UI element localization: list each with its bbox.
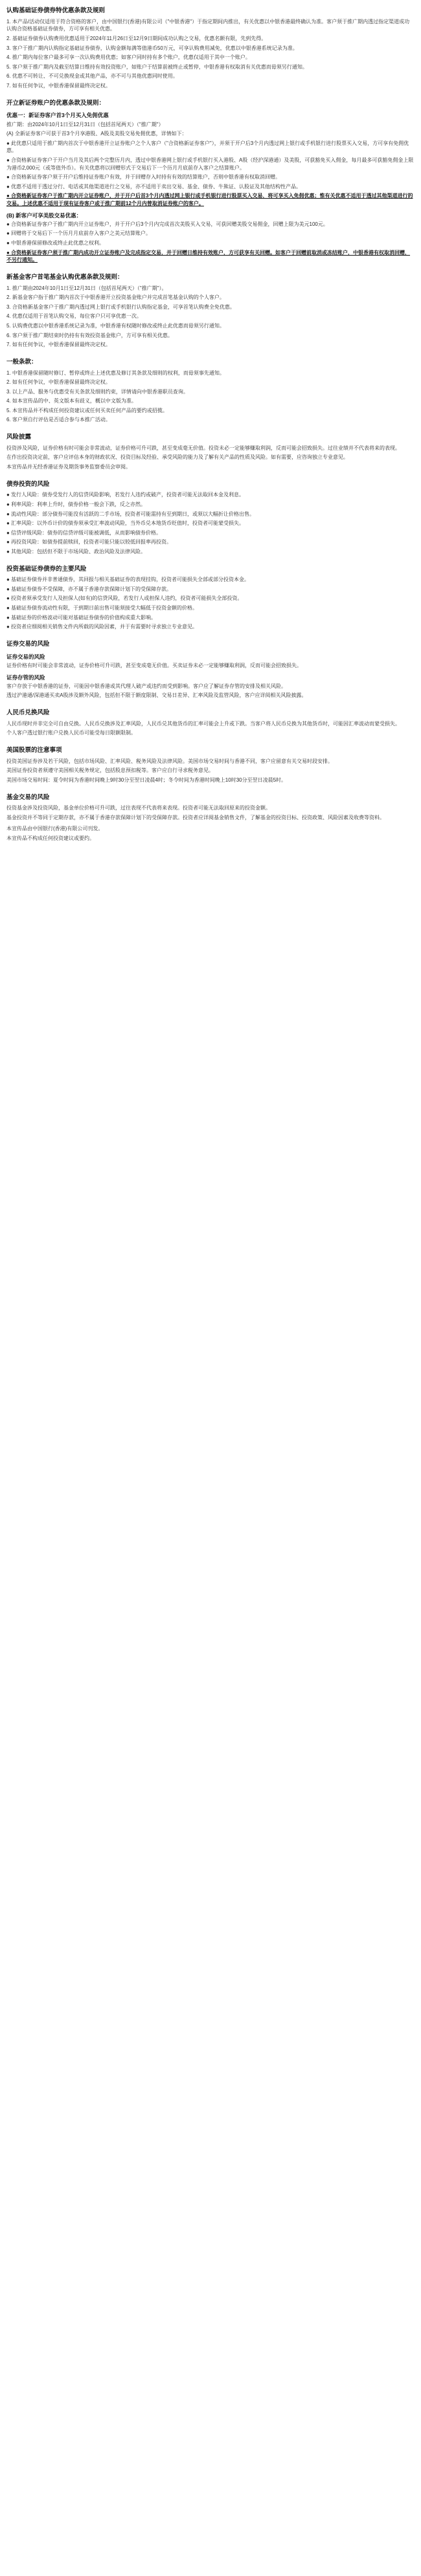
section-title: 基金交易的风险 <box>6 793 50 801</box>
list-item: ● 汇率风险：以外币计价的债券须承受汇率波动风险，当外币兑本地货币贬值时，投资者可能蒙受损失。 <box>6 520 245 527</box>
subsection-title: 证券存管的风险 <box>6 674 45 681</box>
subsection-title: 证券交易的风险 <box>6 653 45 660</box>
list-item: ● 其他风险：包括但不限于市场风险、政治风险及法律风险。 <box>6 548 146 555</box>
list-item: ● 利率风险：利率上升时，债券价格一般会下跌，反之亦然。 <box>6 501 146 507</box>
paragraph: 基金投资并不等同于定期存款，亦不属于香港存款保障计划下的受保障存款。投资者应详阅基金销售文件，了解基金的投资目标、投资政策、风险因素及收费等资料。 <box>6 814 385 820</box>
list-item: 1. 本产品/活动仅适用于符合资格的客户，由中国银行(香港)有限公司（"中银香港"）于指定期间内推出，有关优惠以中银香港最终确认为准。客户须于推广期内透过指定渠道成功认购合资格基础证券债券，方可享有相关优惠。 <box>6 18 410 32</box>
paragraph: 个人客户透过银行账户兑换人民币可能受每日限额限制。 <box>6 730 136 736</box>
list-item: 7. 如有任何争议，中银香港保留最终决定权。 <box>6 82 111 89</box>
list-item: 6. 客户须自行评估是否适合参与本推广活动。 <box>6 417 111 423</box>
list-item: 3. 客户于推广期内认购指定基础证券债券，认购金额每满等值港币50万元，可享认购费用减免，优惠以中银香港系统记录为准。 <box>6 45 298 51</box>
section-underlying-bond-risk <box>6 565 415 631</box>
list-item: 4. 优惠仅适用于首笔认购交易，每位客户只可享优惠一次。 <box>6 313 142 320</box>
section-bond-offer <box>6 6 415 90</box>
section-new-fund <box>6 273 415 349</box>
list-item: 6. 客户须于推广期结束时仍持有有效投资基金账户，方可享有相关优惠。 <box>6 332 173 338</box>
list-item: 5. 认购费优惠以中银香港系统记录为准，中银香港有权随时修改或终止此优惠而毋须另行通知。 <box>6 322 225 329</box>
subsection-title: (B) 新客户可享美股交易优惠： <box>6 212 82 219</box>
list-item: ● 回赠将于交易后下一个历月月底前存入客户之美元结算账户。 <box>6 230 152 237</box>
paragraph: 投资基金涉及投资风险，基金单位价格可升可跌，过往表现不代表将来表现。投资者可能无法取回原来的投资金额。 <box>6 805 271 811</box>
paragraph: 人民币现时并非完全可自由兑换。人民币兑换涉及汇率风险，人民币兑其他货币的汇率可能会上升或下跌。当客户将人民币兑换为其他货币时，可能因汇率波动而蒙受损失。 <box>6 720 400 727</box>
section-title: 新基金客户首笔基金认购优惠条款及规则： <box>6 273 124 281</box>
list-item: ● 中银香港保留修改或终止此优惠之权利。 <box>6 240 105 247</box>
section-title: 美国股票的注意事项 <box>6 746 62 754</box>
list-item: 1. 推广期由2024年10月1日至12月31日（包括首尾两天）（"推广期"）。 <box>6 285 167 291</box>
paragraph: 客户存放于中银香港的证券，可能因中银香港或其代理人破产或违约而受到影响。客户应了解证券存管的安排及相关风险。 <box>6 683 286 689</box>
list-item: 4. 推广期内每位客户最多可享一次认购费用优惠；如客户同时持有多个账户，优惠仅适用于其中一个账户。 <box>6 54 251 61</box>
important-note: ● 合资格新证券客户于推广期内开立证券账户，并于开户后首3个月内透过网上银行或手机银行进行股票买入交易，将可享买入免佣优惠；惟有关优惠不适用于透过其他渠道进行的交易。上述优惠不适用于现有证券客户或于推广期前12个月内曾取消证券账户的客户。 <box>6 193 413 206</box>
list-item: 1. 中银香港保留随时修订、暂停或终止上述优惠及修订其条款及细则的权利，而毋须事先通知。 <box>6 369 225 376</box>
paragraph: 透过沪港通/深港通买卖A股涉及额外风险，包括但不限于额度限制、交易日差异、汇率风险及监管风险，客户应详阅相关风险披露。 <box>6 692 307 699</box>
important-note: ● 合资格新证券客户须于推广期内成功开立证券账户及完成指定交易，并于回赠日维持有效账户，方可获享有关回赠。如客户于回赠前取消或冻结账户，中银香港有权取消回赠，不另行通知。 <box>6 249 411 263</box>
section-title: 开立新证券账户的优惠条款及规则： <box>6 99 106 107</box>
list-item: ● 发行人风险：债券受发行人的信贷风险影响，若发行人违约或破产，投资者可能无法取回本金及利息。 <box>6 492 245 498</box>
section-us-stocks <box>6 746 415 784</box>
section-title: 风险披露 <box>6 434 32 441</box>
list-item: ● 基础证券的价格波动可能对基础证券债券的价值构成重大影响。 <box>6 614 157 621</box>
eligibility-text: (A) 全新证券客户可获于首3个月享港股、A股及美股交易免佣优惠，详情如下： <box>6 131 187 137</box>
list-item: ● 合资格新证券客户于推广期内开立证券账户，并于开户后3个月内完成首次美股买入交易，可获回赠美股交易佣金，回赠上限为美元100元。 <box>6 221 328 227</box>
subsection-title: 优惠一：新证券客户首3个月买入免佣优惠 <box>6 112 109 119</box>
footer-text: 本宣传品不构成任何投资建议或要约。 <box>6 835 95 842</box>
paragraph: 本宣传品并无经香港证券及期货事务监察委员会审阅。 <box>6 464 131 470</box>
section-title: 人民币兑换风险 <box>6 709 50 717</box>
list-item: ● 投资者须承受发行人及担保人(如有)的信贷风险，若发行人或担保人违约，投资者可能损失全部投资。 <box>6 595 243 602</box>
list-item: 3. 以上产品、服务与优惠受有关条款及细则约束，详情请向中银香港职员查询。 <box>6 388 188 395</box>
list-item: 5. 本宣传品并不构成任何投资建议或任何买卖任何产品的要约或招揽。 <box>6 407 168 413</box>
list-item: 2. 基础证券债券认购费用优惠适用于2024年11月26日至12月9日期间成功认购之交易，优惠名额有限，先到先得。 <box>6 35 267 41</box>
list-item: 3. 合资格新基金客户于推广期内透过网上银行或手机银行认购指定基金，可享首笔认购费全免优惠。 <box>6 303 235 310</box>
section-title: 债券投资的风险 <box>6 480 50 488</box>
section-title: 投资基础证券债券的主要风险 <box>6 565 87 573</box>
list-item: 2. 新基金客户指于推广期内首次于中银香港开立投资基金账户并完成首笔基金认购的个人客户。 <box>6 294 225 301</box>
list-item: 5. 客户须于推广期内及截至结算日维持有效投资账户，如账户于结算前被终止或暂停，中银香港有权取消有关优惠而毋须另行通知。 <box>6 63 308 70</box>
section-new-securities <box>6 99 415 264</box>
section-fund-risk <box>6 793 415 842</box>
paragraph: 投资涉及风险，证券价格有时可能会非常波动，证券价格可升可跌，甚至变成毫无价值。投资未必一定能够赚取利润，反而可能会招致损失。过往业绩并不代表将来的表现。 <box>6 445 400 451</box>
list-item: ● 基础证券债券不受保障，亦不属于香港存款保障计划下的受保障存款。 <box>6 586 172 592</box>
section-general-terms <box>6 358 415 424</box>
section-title: 认购基础证券债券特优惠条款及规则 <box>6 7 106 14</box>
list-item: ● 投资者应细阅相关销售文件内所载的风险因素，并于有需要时寻求独立专业意见。 <box>6 624 198 630</box>
list-item: ● 合资格新证券客户于开户当月及其后两个完整历月内，透过中银香港网上银行或手机银行买入港股、A股（经沪深港通）及美股，可获豁免买入佣金，每月最多可获豁免佣金上限为港币2,000元（或等值外币）。有关优惠将以回赠形式于交易后下一个历月月底前存入客户之结算账户。 <box>6 157 414 171</box>
paragraph: 证券价格有时可能会非常波动，证券价格可升可跌，甚至变成毫无价值。买卖证券未必一定能够赚取利润，反而可能会招致损失。 <box>6 662 302 668</box>
list-item: ● 信贷评级风险：债券的信贷评级可能被调低，从而影响债券价格。 <box>6 529 162 536</box>
paragraph: 美国市场交易时间：夏令时间为香港时间晚上9时30分至翌日凌晨4时；冬令时间为香港时间晚上10时30分至翌日凌晨5时。 <box>6 776 287 783</box>
section-title: 一般条款： <box>6 358 38 366</box>
list-item: ● 流动性风险：部分债券可能没有活跃的二手市场，投资者可能需持有至到期日，或须以大幅折让价格出售。 <box>6 511 255 517</box>
list-item: ● 优惠不适用于透过分行、电话或其他渠道进行之交易，亦不适用于卖出交易、基金、债券、牛熊证、认股证及其他结构性产品。 <box>6 183 302 190</box>
paragraph: 在作出投资决定前，客户应评估本身的财政状况、投资目标及经验、承受风险的能力及了解有关产品的性质及风险。如有需要，应咨询独立专业意见。 <box>6 454 348 461</box>
list-item: 4. 如本宣传品的中、英文版本有歧义，概以中文版为准。 <box>6 398 137 404</box>
section-title: 证券交易的风险 <box>6 640 50 648</box>
footer-text: 本宣传品由中国银行(香港)有限公司刊发。 <box>6 826 104 832</box>
section-risk-disclosure <box>6 433 415 471</box>
list-item: ● 再投资风险：如债券提前赎回，投资者可能只能以较低回报率再投资。 <box>6 539 172 545</box>
list-item: ● 基础证券债券并非普通债券，其回报与相关基础证券的表现挂钩，投资者可能损失全部或部分投资本金。 <box>6 577 250 583</box>
paragraph: 投资美国证券涉及若干风险，包括市场风险、汇率风险、税务风险及法律风险。美国市场交易时间与香港不同，客户应留意有关交易时段安排。 <box>6 758 333 764</box>
list-item: ● 合资格新证券客户须于开户后维持证券账户有效，并于回赠存入时持有有效的结算账户，否则中银香港有权取消回赠。 <box>6 174 281 181</box>
list-item: ● 此优惠只适用于推广期内首次于中银香港开立证券账户之个人客户（"合资格新证券客户"），并须于开户后3个月内透过网上银行或手机银行进行股票买入交易，方可享有免佣优惠。 <box>6 140 409 154</box>
list-item: 7. 如有任何争议，中银香港保留最终决定权。 <box>6 342 111 348</box>
promo-period: 推广期：由2024年10月1日至12月31日（包括首尾两天）（"推广期"） <box>6 121 164 127</box>
paragraph: 美国证券投资者须遵守美国相关税务规定，包括股息预扣税等。客户应自行寻求税务意见。 <box>6 767 214 774</box>
section-securities-risk <box>6 640 415 699</box>
list-item: 2. 如有任何争议，中银香港保留最终决定权。 <box>6 379 111 386</box>
terms-page <box>0 0 421 859</box>
section-rmb-risk <box>6 709 415 737</box>
list-item: 6. 优惠不可转让、不可兑换现金或其他产品，亦不可与其他优惠同时使用。 <box>6 73 178 80</box>
list-item: ● 基础证券债券流动性有限，于到期日前出售可能须接受大幅低于投资金额的价格。 <box>6 605 198 611</box>
section-bond-risk <box>6 480 415 556</box>
